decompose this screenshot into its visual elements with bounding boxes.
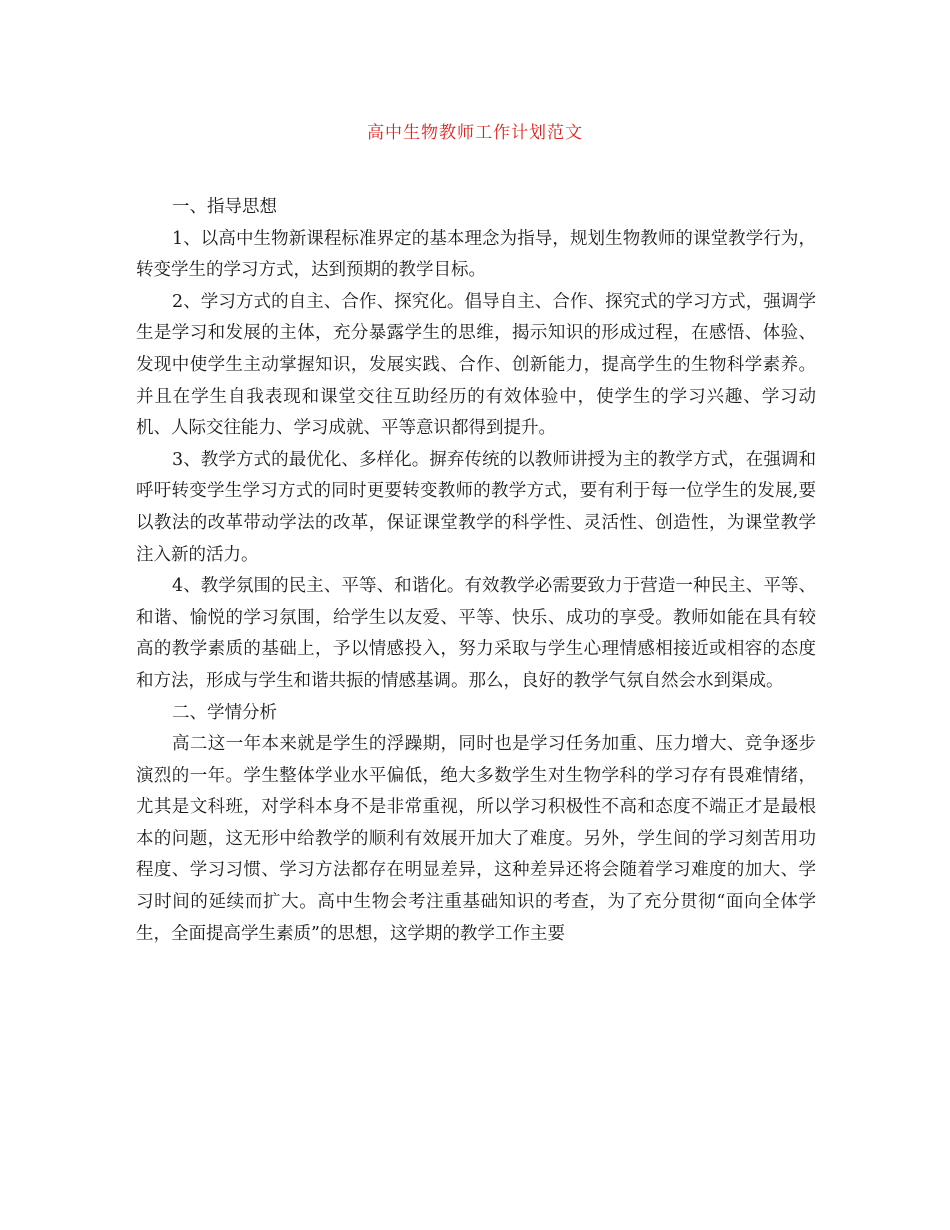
paragraph: 2、学习方式的自主、合作、探究化。倡导自主、合作、探究式的学习方式，强调学生是学习和发展的主体，充分暴露学生的思维，揭示知识的形成过程，在感悟、体验、发现中使学生主动掌握知识，发展实践、合作、创新能力，提高学生的生物科学素养。并且在学生自我表现和课堂交往互助经历的有效体验中，使学生的学习兴趣、学习动机、人际交往能力、学习成就、平等意识都得到提升。 xyxy=(136,291,816,439)
section-heading-student-analysis: 二、学情分析 xyxy=(172,702,277,723)
paragraph: 3、教学方式的最优化、多样化。摒弃传统的以教师讲授为主的教学方式，在强调和呼吁转变学生学习方式的同时更要转变教师的教学方式，要有利于每一位学生的发展,要以教法的改革带动学法的改革，保证课堂教学的科学性、灵活性、创造性，为课堂教学注入新的活力。 xyxy=(136,449,816,565)
paragraph: 高二这一年本来就是学生的浮躁期，同时也是学习任务加重、压力增大、竞争逐步演烈的一年。学生整体学业水平偏低，绝大多数学生对生物学科的学习存有畏难情绪，尤其是文科班，对学科本身不是非常重视，所以学习积极性不高和态度不端正才是最根本的问题，这无形中给教学的顺利有效展开加大了难度。另外，学生间的学习刻苦用功程度、学习习惯、学习方法都存在明显差异，这种差异还将会随着学习难度的加大、学习时间的延续而扩大。高中生物会考注重基础知识的考查，为了充分贯彻“面向全体学生，全面提高学生素质”的思想，这学期的教学工作主要 xyxy=(136,734,816,944)
document-body xyxy=(136,192,816,950)
paragraph: 1、以高中生物新课程标准界定的基本理念为指导，规划生物教师的课堂教学行为，转变学生的学习方式，达到预期的教学目标。 xyxy=(136,228,816,281)
section-heading-guiding-ideology: 一、指导思想 xyxy=(172,197,277,217)
document-title: 高中生物教师工作计划范文 xyxy=(367,123,583,143)
paragraph: 4、教学氛围的民主、平等、和谐化。有效教学必需要致力于营造一种民主、平等、和谐、愉悦的学习氛围，给学生以友爱、平等、快乐、成功的享受。教师如能在具有较高的教学素质的基础上，予以情感投入，努力采取与学生心理情感相接近或相容的态度和方法，形成与学生和谐共振的情感基调。那么，良好的教学气氛自然会水到渠成。 xyxy=(136,576,816,691)
